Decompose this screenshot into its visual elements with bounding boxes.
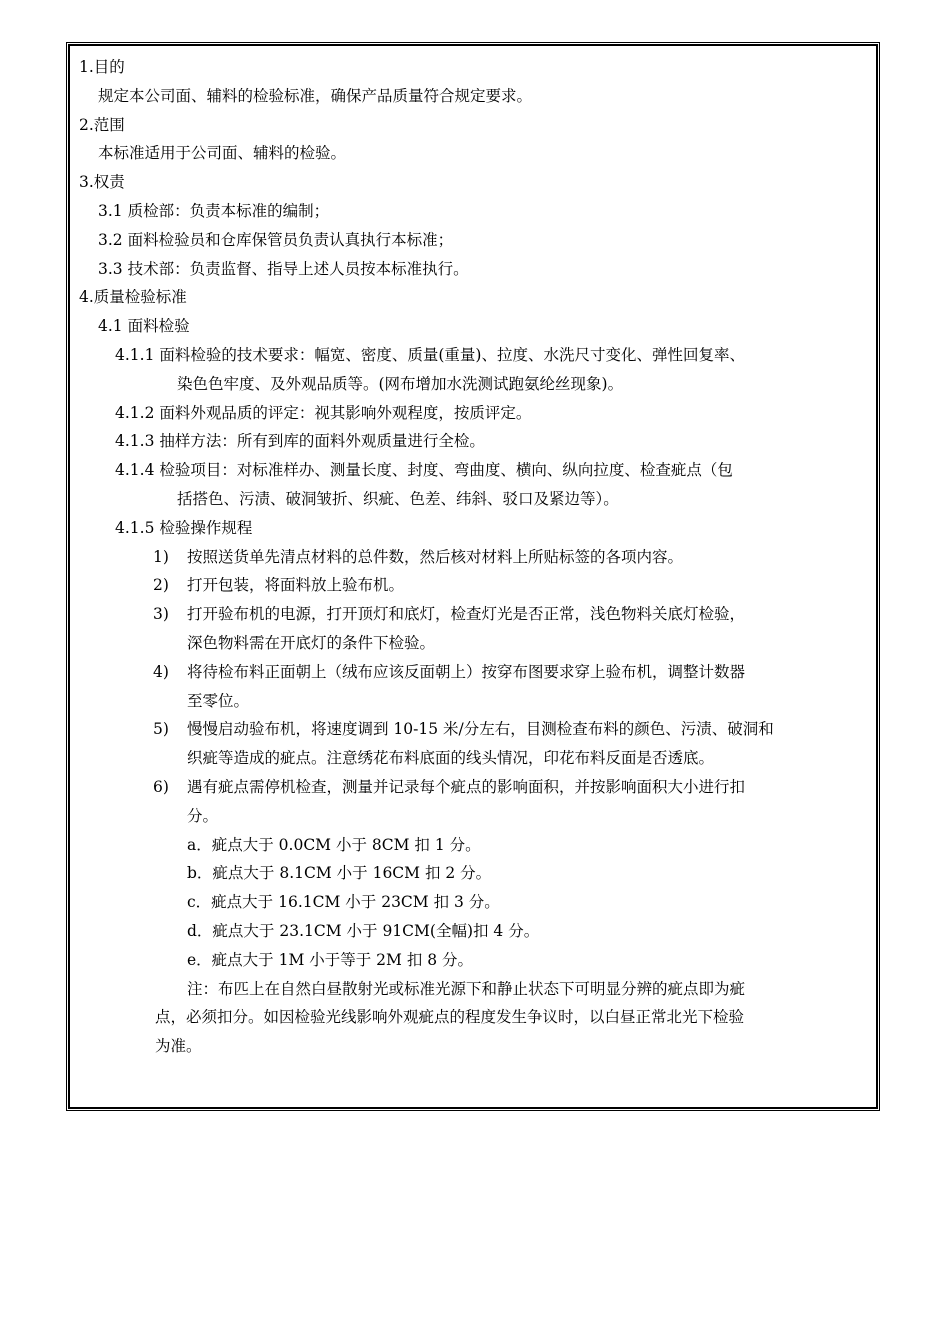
step-3 — [79, 600, 879, 629]
deduction-a: a．疵点大于 0.0CM 小于 8CM 扣 1 分。 — [187, 835, 481, 854]
section-4-1-3: 4.1.3 抽样方法：所有到库的面料外观质量进行全检。 — [115, 432, 485, 451]
section-4-title: 4.质量检验标准 — [79, 288, 187, 307]
document-content — [79, 53, 879, 1061]
step-6-continued: 分。 — [187, 806, 219, 825]
section-1-text: 规定本公司面、辅料的检验标准，确保产品质量符合规定要求。 — [98, 86, 533, 105]
step-1 — [79, 543, 879, 572]
section-4-1-2: 4.1.2 面料外观品质的评定：视其影响外观程度，按质评定。 — [115, 403, 532, 422]
step-number: 4) — [153, 662, 169, 681]
section-4-1-4-line-2: 括搭色、污渍、破洞皱折、织疵、色差、纬斜、驳口及紧边等）。 — [177, 489, 619, 508]
step-text: 慢慢启动验布机，将速度调到 10-15 米/分左右，目测检查布料的颜色、污渍、破洞和 — [187, 720, 774, 739]
step-number: 6) — [153, 777, 169, 796]
step-text: 将待检布料正面朝上（绒布应该反面朝上）按穿布图要求穿上验布机，调整计数器 — [187, 662, 746, 681]
section-3-title: 3.权责 — [79, 173, 125, 192]
section-3-3: 3.3 技术部：负责监督、指导上述人员按本标准执行。 — [98, 259, 469, 278]
section-4-1-1-line-1: 4.1.1 面料检验的技术要求：幅宽、密度、质量(重量)、拉度、水洗尺寸变化、弹性回复率、 — [115, 345, 745, 364]
section-3-1: 3.1 质检部：负责本标准的编制； — [98, 201, 330, 220]
document-frame — [66, 42, 880, 1111]
section-4-1-1-line-2: 染色色牢度、及外观品质等。(网布增加水洗测试跑氨纶丝现象)。 — [177, 374, 624, 393]
step-text: 遇有疵点需停机检查，测量并记录每个疵点的影响面积，并按影响面积大小进行扣 — [187, 777, 746, 796]
step-6 — [79, 773, 879, 802]
step-2 — [79, 571, 879, 600]
deduction-b: b．疵点大于 8.1CM 小于 16CM 扣 2 分。 — [187, 864, 492, 883]
step-text: 按照送货单先清点材料的总件数，然后核对材料上所贴标签的各项内容。 — [187, 547, 684, 566]
step-3-continued: 深色物料需在开底灯的条件下检验。 — [187, 633, 436, 652]
section-4-1-4-line-1: 4.1.4 检验项目：对标准样办、测量长度、封度、弯曲度、横向、纵向拉度、检查疵点（包 — [115, 461, 733, 480]
section-3-2: 3.2 面料检验员和仓库保管员负责认真执行本标准； — [98, 230, 454, 249]
step-5-continued: 织疵等造成的疵点。注意绣花布料底面的线头情况，印花布料反面是否透底。 — [187, 749, 715, 768]
section-4-1: 4.1 面料检验 — [98, 317, 190, 336]
deduction-c: c．疵点大于 16.1CM 小于 23CM 扣 3 分。 — [187, 893, 500, 912]
step-text: 打开验布机的电源，打开顶灯和底灯，检查灯光是否正常，浅色物料关底灯检验， — [187, 605, 746, 624]
deduction-e: e．疵点大于 1M 小于等于 2M 扣 8 分。 — [187, 950, 474, 969]
note-line-2: 点，必须扣分。如因检验光线影响外观疵点的程度发生争议时，以白昼正常北光下检验 — [155, 1008, 745, 1027]
deduction-d: d．疵点大于 23.1CM 小于 91CM(全幅)扣 4 分。 — [187, 921, 540, 940]
step-4-continued: 至零位。 — [187, 691, 250, 710]
note-line-3: 为准。 — [155, 1037, 202, 1056]
section-2-text: 本标准适用于公司面、辅料的检验。 — [98, 144, 347, 163]
section-1-title: 1.目的 — [79, 58, 125, 76]
step-4 — [79, 658, 879, 687]
note-line-1: 注：布匹上在自然白昼散射光或标准光源下和静止状态下可明显分辨的疵点即为疵 — [187, 979, 746, 998]
step-5 — [79, 715, 879, 744]
step-number: 1) — [153, 547, 169, 566]
step-number: 3) — [153, 605, 169, 624]
section-4-1-5: 4.1.5 检验操作规程 — [115, 518, 253, 537]
step-number: 2) — [153, 576, 169, 595]
step-number: 5) — [153, 720, 169, 739]
step-text: 打开包装，将面料放上验布机。 — [187, 576, 405, 595]
section-2-title: 2.范围 — [79, 115, 125, 134]
